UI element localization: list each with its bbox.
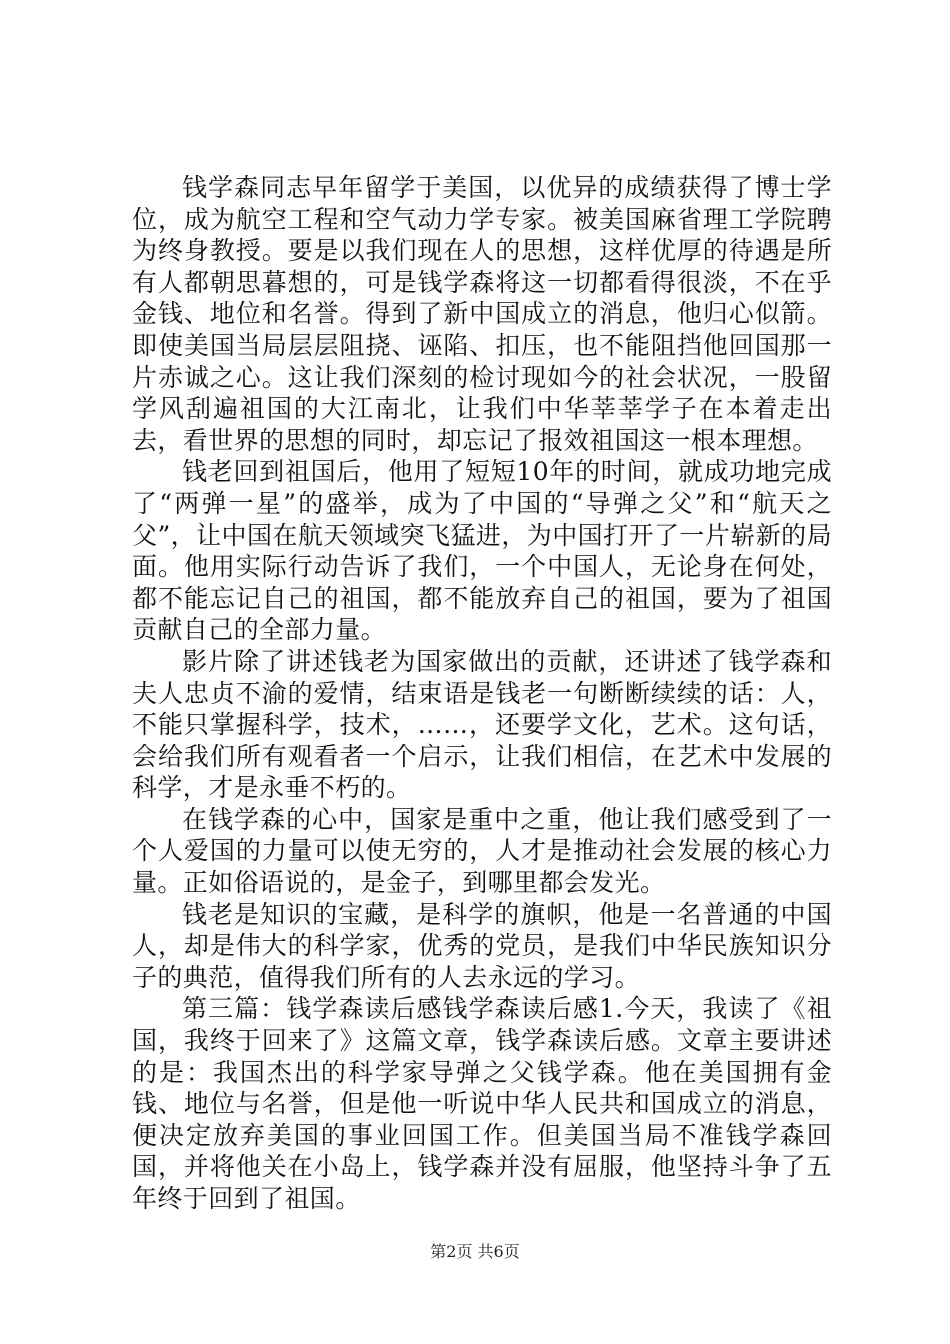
document-body [132, 172, 832, 1215]
paragraph-2: 钱老回到祖国后，他用了短短10年的时间，就成功地完成了“两弹一星”的盛举，成为了中国的“导弹之父”和“航天之父”，让中国在航天领域突飞猛进，为中国打开了一片崭新的局面。他用实际行动告诉了我们，一个中国人，无论身在何处，都不能忘记自己的祖国，都不能放弃自己的祖国，要为了祖国贡献自己的全部力量。 [132, 457, 832, 645]
page-footer [0, 1242, 950, 1262]
paragraph-4: 在钱学森的心中，国家是重中之重，他让我们感受到了一个人爱国的力量可以使无穷的，人才是推动社会发展的核心力量。正如俗语说的，是金子，到哪里都会发光。 [132, 804, 832, 898]
page-number: 第2页 共6页 [430, 1242, 520, 1261]
paragraph-3: 影片除了讲述钱老为国家做出的贡献，还讲述了钱学森和夫人忠贞不渝的爱情，结束语是钱老一句断断续续的话：人，不能只掌握科学，技术，……，还要学文化，艺术。这句话，会给我们所有观看者一个启示，让我们相信，在艺术中发展的科学，才是永垂不朽的。 [132, 646, 832, 803]
paragraph-5: 钱老是知识的宝藏，是科学的旗帜，他是一名普通的中国人，却是伟大的科学家，优秀的党员，是我们中华民族知识分子的典范，值得我们所有的人去永远的学习。 [132, 899, 832, 992]
paragraph-1: 钱学森同志早年留学于美国，以优异的成绩获得了博士学位，成为航空工程和空气动力学专家。被美国麻省理工学院聘为终身教授。要是以我们现在人的思想，这样优厚的待遇是所有人都朝思暮想的，可是钱学森将这一切都看得很淡，不在乎金钱、地位和名誉。得到了新中国成立的消息，他归心似箭。即使美国当局层层阻挠、诬陷、扣压，也不能阻挡他回国那一片赤诚之心。这让我们深刻的检讨现如今的社会状况，一股留学风刮遍祖国的大江南北，让我们中华莘莘学子在本着走出去，看世界的思想的同时，却忘记了报效祖国这一根本理想。 [132, 173, 832, 455]
paragraph-6: 第三篇：钱学森读后感钱学森读后感1.今天，我读了《祖国，我终于回来了》这篇文章，钱学森读后感。文章主要讲述的是：我国杰出的科学家导弹之父钱学森。他在美国拥有金钱、地位与名誉，但是他一听说中华人民共和国成立的消息，便决定放弃美国的事业回国工作。但美国当局不准钱学森回国，并将他关在小岛上，钱学森并没有屈服，他坚持斗争了五年终于回到了祖国。 [132, 994, 832, 1213]
